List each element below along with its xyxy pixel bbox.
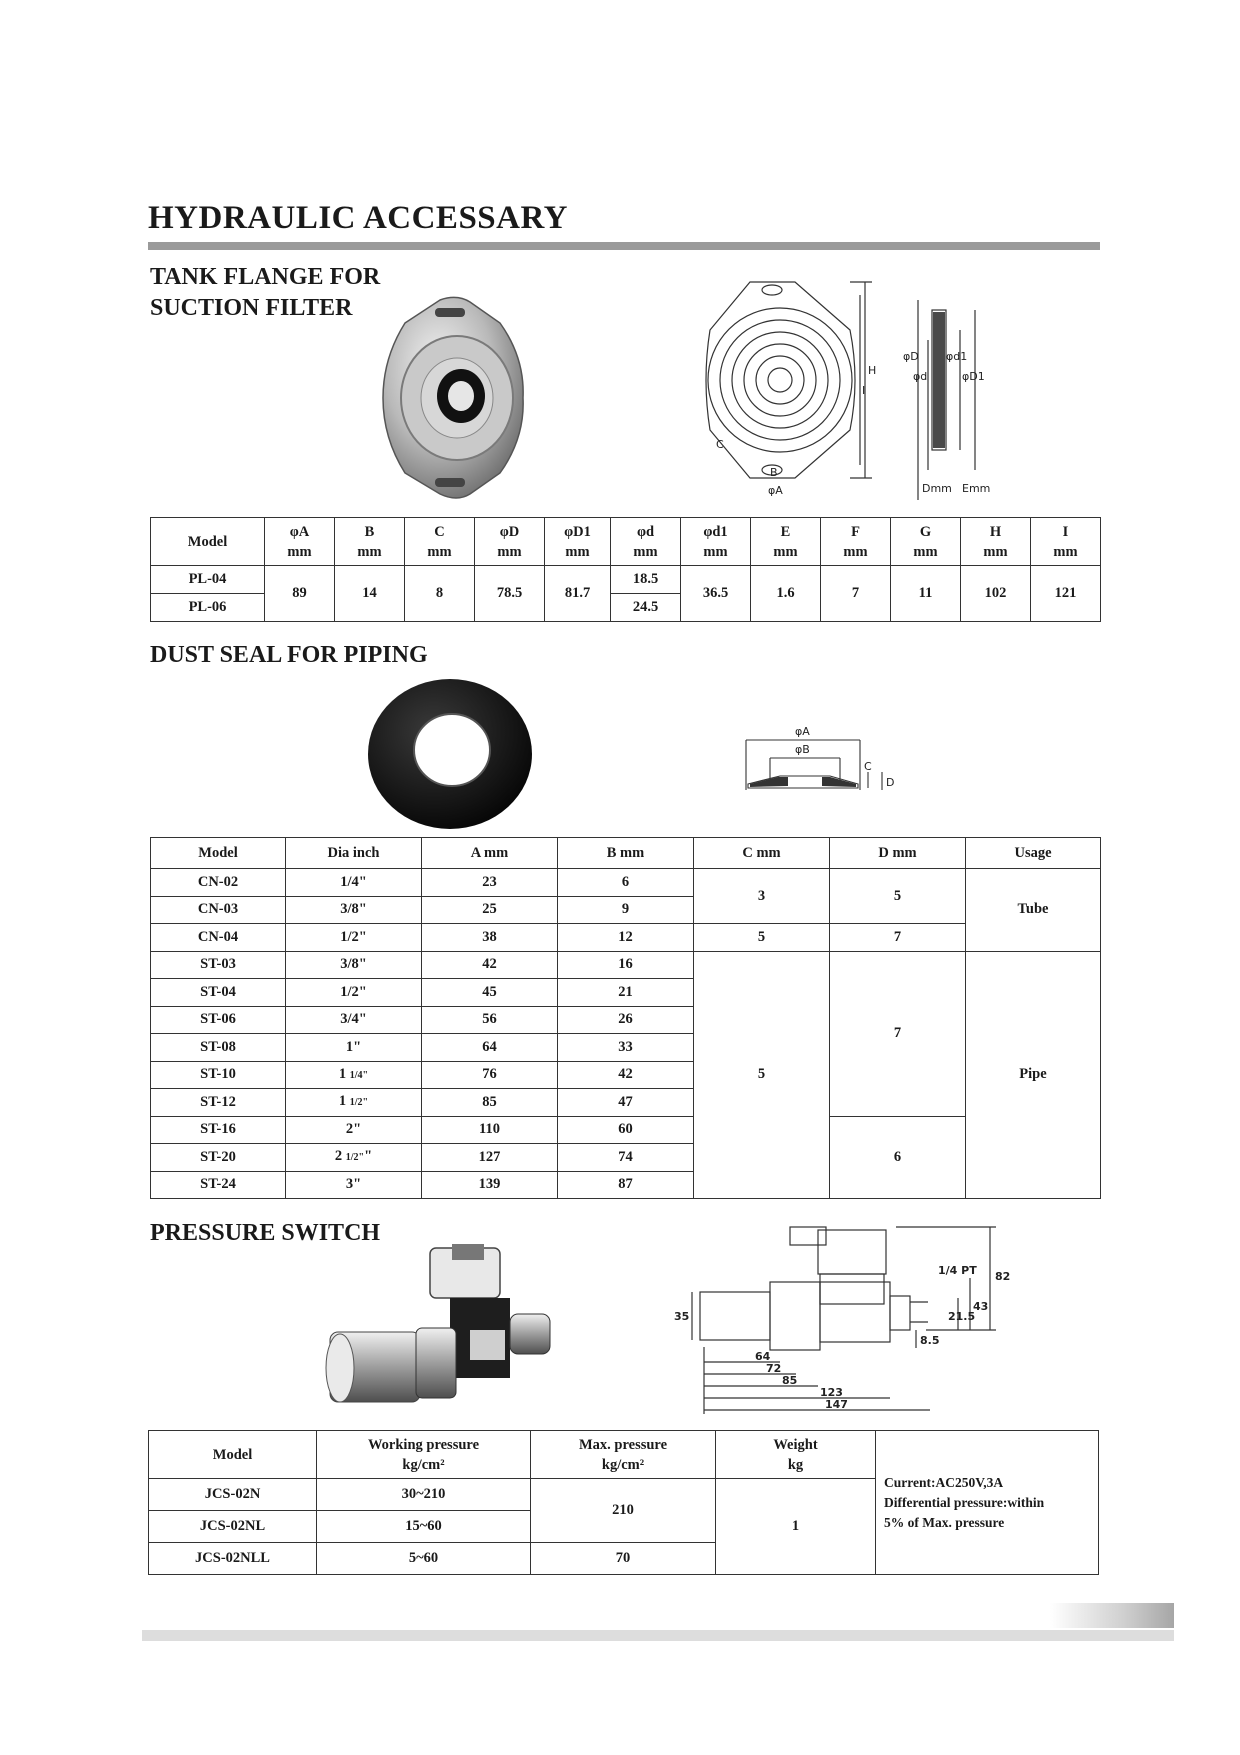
dust-seal-table (150, 837, 1101, 1199)
header-cell: C mm (694, 838, 830, 869)
model-cell: ST-12 (151, 1089, 286, 1117)
table-row (151, 869, 1101, 897)
model-cell: ST-03 (151, 951, 286, 979)
cell: 56 (422, 1006, 558, 1034)
cell: 21 (558, 979, 694, 1007)
table-row (151, 924, 1101, 952)
tank-flange-table (150, 517, 1101, 622)
dim-label: 21.5 (948, 1310, 976, 1323)
cell: 14 (335, 566, 405, 622)
cell: 1 (716, 1479, 876, 1575)
cell: 7 (830, 951, 966, 1116)
cell: 76 (422, 1061, 558, 1089)
model-cell: ST-04 (151, 979, 286, 1007)
cell: 9 (558, 896, 694, 924)
model-cell: PL-06 (151, 594, 265, 622)
dim-label: C (716, 438, 724, 451)
tank-flange-drawing (700, 270, 1030, 502)
dim-label: 64 (755, 1350, 771, 1363)
table-row (151, 566, 1101, 594)
dim-label: 43 (973, 1300, 989, 1313)
table-row (151, 951, 1101, 979)
tank-flange-photo (365, 288, 545, 508)
tank-flange-title: TANK FLANGE FOR SUCTION FILTER (150, 264, 381, 321)
cell: 33 (558, 1034, 694, 1062)
dim-label: 82 (995, 1270, 1011, 1283)
cell: 2 1/2"" (286, 1144, 422, 1172)
header-cell: E mm (751, 518, 821, 566)
cell: 121 (1031, 566, 1101, 622)
table-header-row (151, 838, 1101, 869)
dim-label: Emm (962, 482, 991, 495)
dust-seal-title: DUST SEAL FOR PIPING (150, 642, 428, 668)
model-cell: ST-06 (151, 1006, 286, 1034)
dim-label: 147 (825, 1398, 848, 1411)
dim-label: φd (913, 370, 928, 383)
dim-label: φD1 (962, 370, 985, 383)
cell: 36.5 (681, 566, 751, 622)
dim-label: B (770, 466, 778, 479)
cell: 3 (694, 869, 830, 924)
cell: 110 (422, 1116, 558, 1144)
header-cell: Dia inch (286, 838, 422, 869)
dim-label: Dmm (922, 482, 952, 495)
cell: 8 (405, 566, 475, 622)
usage-cell: Pipe (966, 951, 1101, 1199)
dim-label: D (886, 776, 895, 789)
cell: 70 (531, 1543, 716, 1575)
dust-seal-drawing (740, 720, 920, 795)
cell: 47 (558, 1089, 694, 1117)
page-title: HYDRAULIC ACCESSARY (148, 200, 568, 236)
cell: 5 (830, 869, 966, 924)
header-cell: φd1 mm (681, 518, 751, 566)
cell: 16 (558, 951, 694, 979)
cell: 3/8" (286, 896, 422, 924)
cell: 5 (694, 924, 830, 952)
cell: 87 (558, 1171, 694, 1199)
cell: 78.5 (475, 566, 545, 622)
cell: 210 (531, 1479, 716, 1543)
dim-label: φd1 (946, 350, 968, 363)
dim-label: I (862, 384, 866, 397)
dim-label: 85 (782, 1374, 798, 1387)
dim-label: 35 (674, 1310, 690, 1323)
cell: 1 1/2" (286, 1089, 422, 1117)
dim-label: φD (903, 350, 919, 363)
header-cell: F mm (821, 518, 891, 566)
header-cell: D mm (830, 838, 966, 869)
cell: 23 (422, 869, 558, 897)
header-cell: Model (151, 838, 286, 869)
model-cell: ST-10 (151, 1061, 286, 1089)
header-cell: C mm (405, 518, 475, 566)
header-cell: φD1 mm (545, 518, 611, 566)
cell: 2" (286, 1116, 422, 1144)
model-cell: CN-04 (151, 924, 286, 952)
header-cell: Model (151, 518, 265, 566)
header-cell: φD mm (475, 518, 545, 566)
cell: 81.7 (545, 566, 611, 622)
cell: 5 (694, 951, 830, 1199)
header-cell: φA mm (265, 518, 335, 566)
cell: 1/2" (286, 979, 422, 1007)
usage-cell: Tube (966, 869, 1101, 952)
dim-label: 123 (820, 1386, 843, 1399)
cell: 38 (422, 924, 558, 952)
model-cell: ST-16 (151, 1116, 286, 1144)
cell: 5~60 (317, 1543, 531, 1575)
cell: 1" (286, 1034, 422, 1062)
cell: 15~60 (317, 1511, 531, 1543)
cell: 7 (821, 566, 891, 622)
header-cell: Weight kg (716, 1431, 876, 1479)
cell: 6 (558, 869, 694, 897)
cell: 18.5 (611, 566, 681, 594)
bottom-rule (142, 1630, 1174, 1641)
dim-label: 8.5 (920, 1334, 940, 1347)
table-header-row (151, 518, 1101, 566)
header-cell: H mm (961, 518, 1031, 566)
model-cell: PL-04 (151, 566, 265, 594)
header-cell: A mm (422, 838, 558, 869)
pressure-switch-drawing (670, 1222, 1030, 1427)
table-header-row (149, 1431, 1099, 1479)
dim-label: φB (795, 743, 810, 756)
model-cell: JCS-02NL (149, 1511, 317, 1543)
cell: 12 (558, 924, 694, 952)
model-cell: JCS-02N (149, 1479, 317, 1511)
cell: 60 (558, 1116, 694, 1144)
dim-label: φA (795, 725, 810, 738)
header-cell: Max. pressure kg/cm² (531, 1431, 716, 1479)
header-cell: I mm (1031, 518, 1101, 566)
model-cell: CN-02 (151, 869, 286, 897)
cell: 26 (558, 1006, 694, 1034)
header-cell: B mm (335, 518, 405, 566)
dim-label: φA (768, 484, 783, 497)
cell: 102 (961, 566, 1031, 622)
corner-decoration (1050, 1603, 1174, 1628)
cell: 45 (422, 979, 558, 1007)
dim-label: 1/4 PT (938, 1264, 977, 1277)
title-rule (148, 242, 1100, 250)
header-cell: Usage (966, 838, 1101, 869)
cell: 127 (422, 1144, 558, 1172)
cell: 11 (891, 566, 961, 622)
cell: 1 1/4" (286, 1061, 422, 1089)
cell: 74 (558, 1144, 694, 1172)
pressure-switch-photo (320, 1240, 600, 1420)
header-cell: G mm (891, 518, 961, 566)
cell: 24.5 (611, 594, 681, 622)
header-cell: φd mm (611, 518, 681, 566)
cell: 89 (265, 566, 335, 622)
cell: 3" (286, 1171, 422, 1199)
pressure-switch-title: PRESSURE SWITCH (150, 1220, 381, 1246)
dust-seal-photo (330, 672, 570, 832)
spec-note: Current:AC250V,3A Differential pressure:within 5% of Max. pressure (876, 1431, 1099, 1575)
cell: 30~210 (317, 1479, 531, 1511)
model-cell: ST-20 (151, 1144, 286, 1172)
cell: 64 (422, 1034, 558, 1062)
cell: 42 (558, 1061, 694, 1089)
cell: 6 (830, 1116, 966, 1199)
model-cell: ST-24 (151, 1171, 286, 1199)
model-cell: JCS-02NLL (149, 1543, 317, 1575)
cell: 3/4" (286, 1006, 422, 1034)
table-row (151, 1116, 1101, 1144)
cell: 7 (830, 924, 966, 952)
header-cell: B mm (558, 838, 694, 869)
cell: 3/8" (286, 951, 422, 979)
cell: 139 (422, 1171, 558, 1199)
dim-label: H (868, 364, 877, 377)
dim-label: 72 (766, 1362, 782, 1375)
cell: 42 (422, 951, 558, 979)
cell: 1/4" (286, 869, 422, 897)
cell: 85 (422, 1089, 558, 1117)
header-cell: Working pressure kg/cm² (317, 1431, 531, 1479)
cell: 1.6 (751, 566, 821, 622)
dim-label: C (864, 760, 872, 773)
model-cell: ST-08 (151, 1034, 286, 1062)
pressure-switch-table (148, 1430, 1099, 1575)
cell: 1/2" (286, 924, 422, 952)
header-cell: Model (149, 1431, 317, 1479)
model-cell: CN-03 (151, 896, 286, 924)
cell: 25 (422, 896, 558, 924)
